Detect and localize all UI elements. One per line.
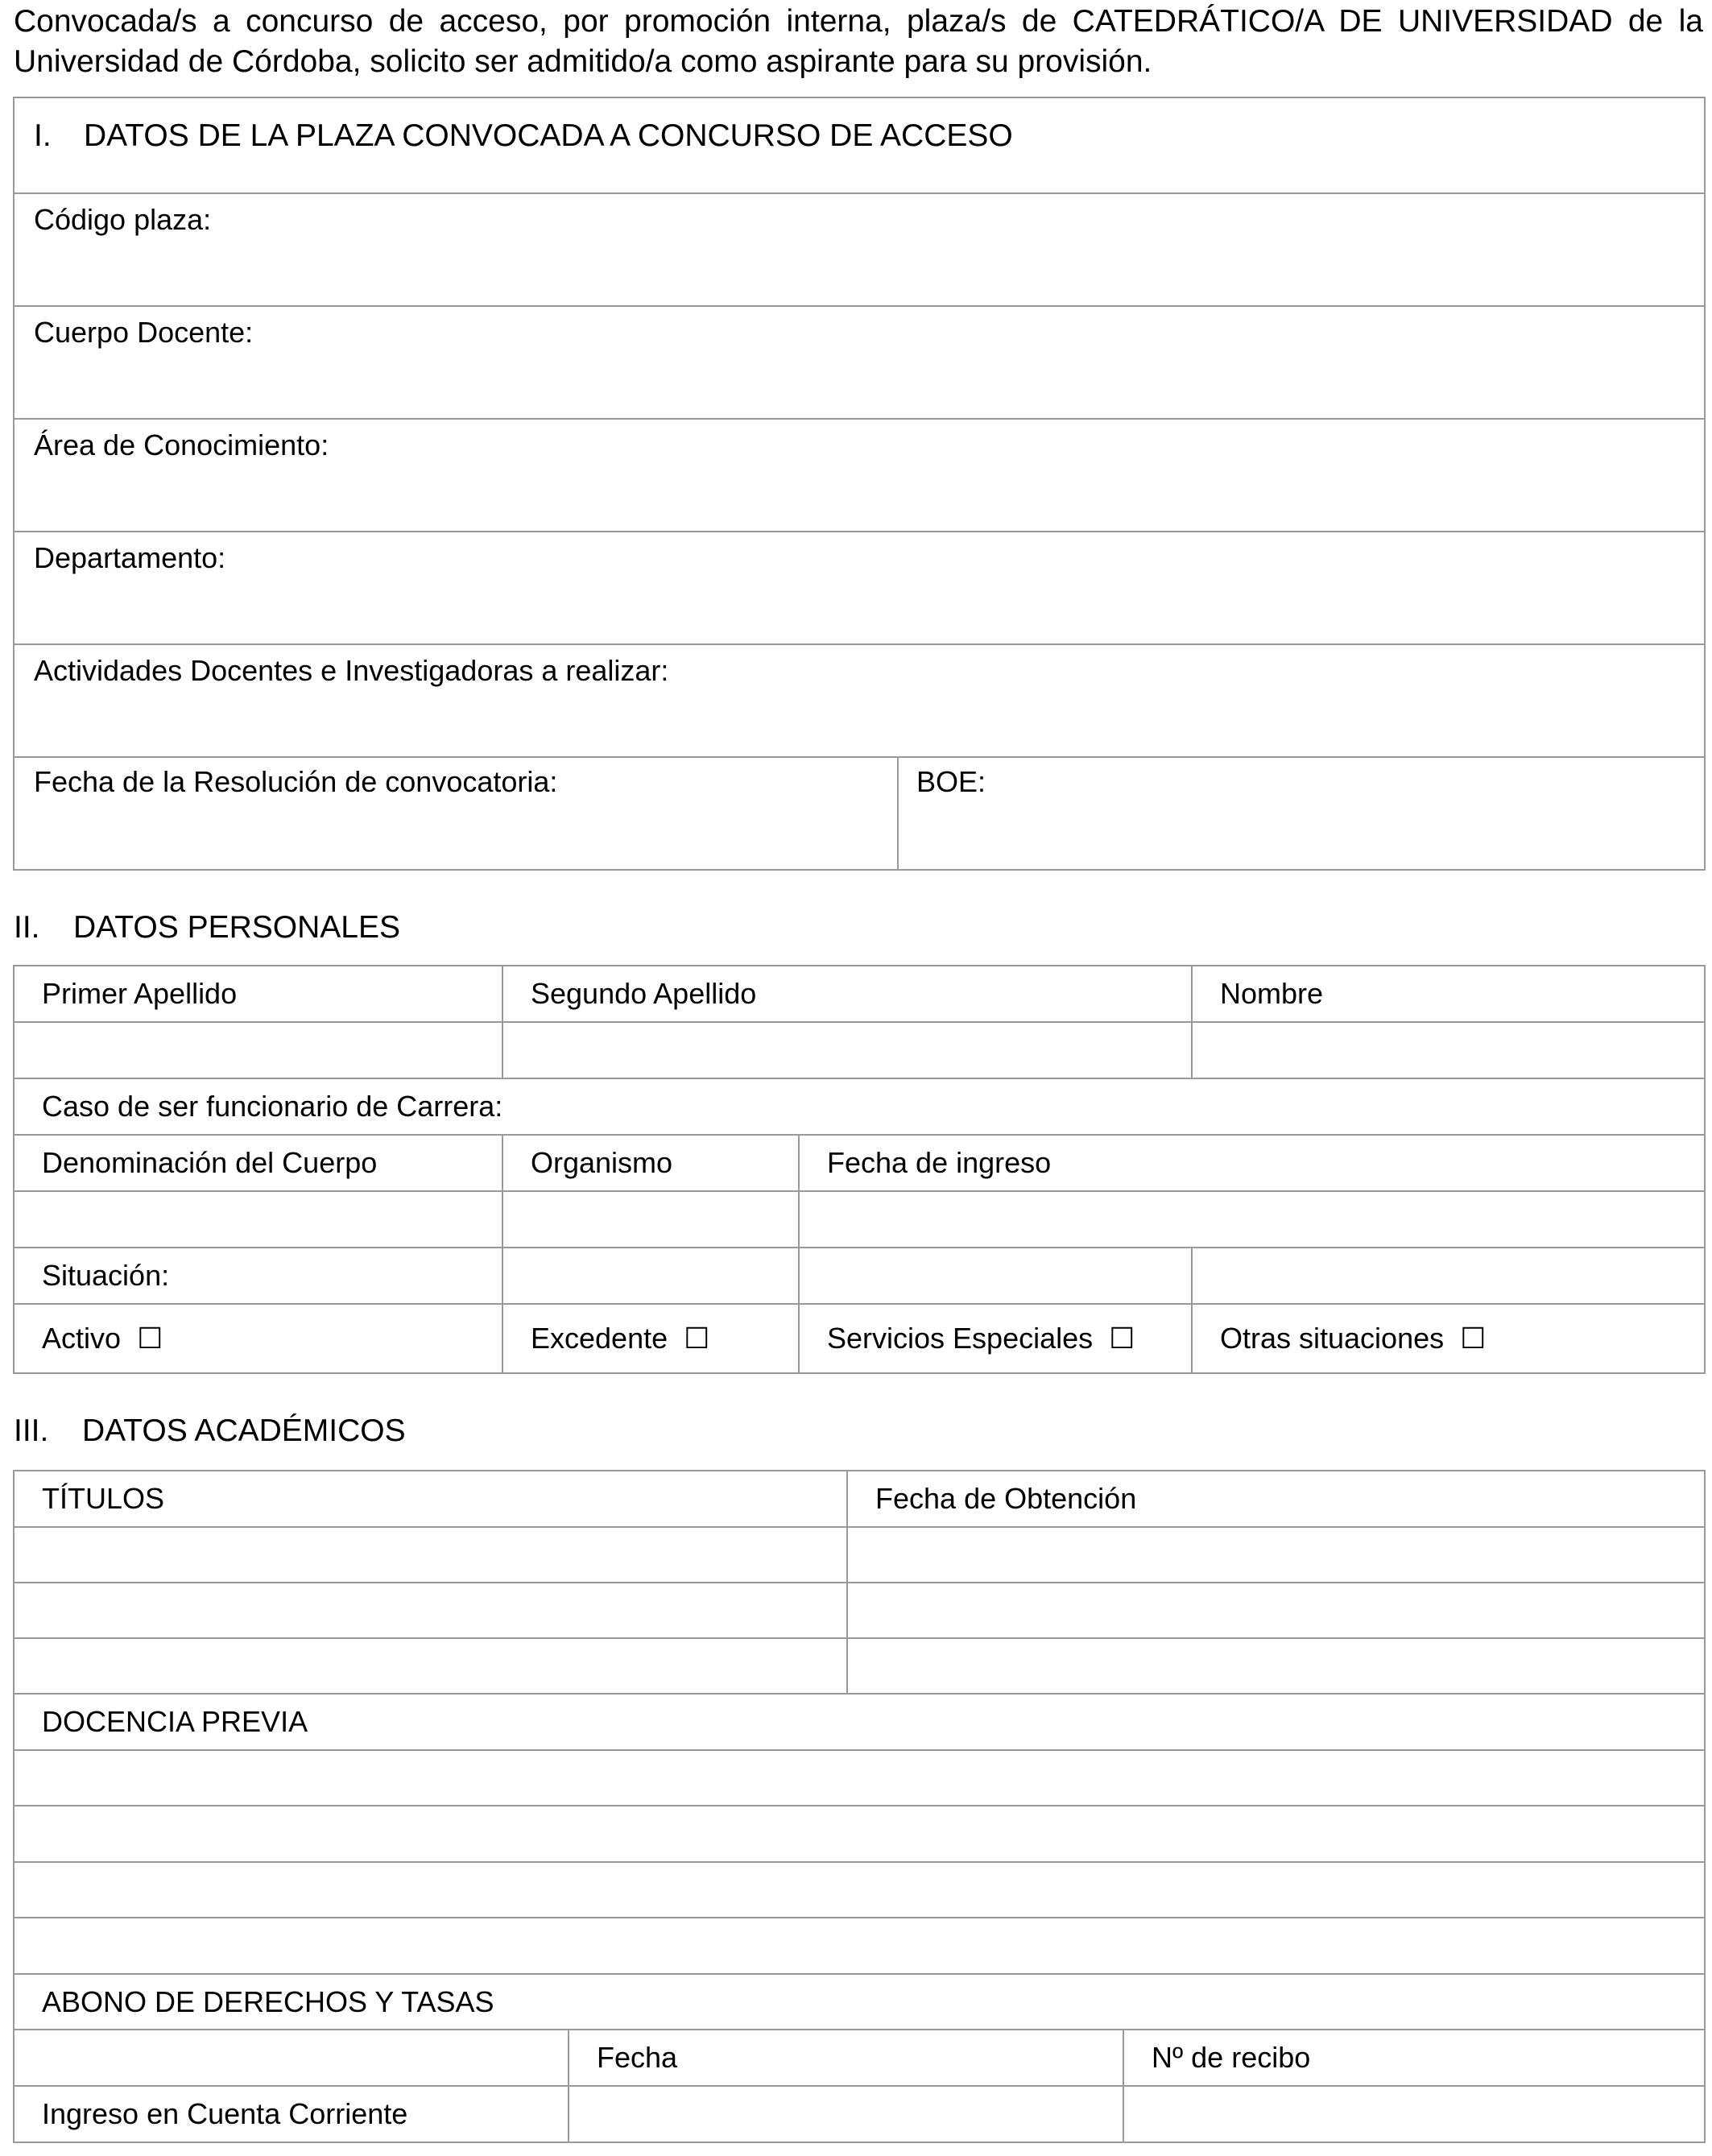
fecha-ingreso-header (799, 1135, 1705, 1191)
plaza-table (13, 97, 1706, 871)
denominacion-header (14, 1135, 502, 1191)
organismo-label: Organismo (531, 1146, 673, 1179)
section2-heading (14, 908, 400, 948)
recibo-header (1123, 2030, 1705, 2086)
recibo-input[interactable] (1123, 2086, 1705, 2142)
segundo-apellido-label: Segundo Apellido (531, 977, 757, 1010)
fecha-obtencion-label: Fecha de Obtención (875, 1482, 1137, 1515)
fecha-obtencion-input[interactable] (847, 1527, 1705, 1583)
section1-title: DATOS DE LA PLAZA CONVOCADA A CONCURSO DE ACCESO (84, 118, 1013, 153)
cuerpo-docente-label: Cuerpo Docente: (34, 316, 254, 349)
primer-apellido-input[interactable] (14, 1022, 502, 1078)
docencia-label: DOCENCIA PREVIA (42, 1705, 308, 1738)
excedente-checkbox[interactable]: ☐ (684, 1322, 710, 1355)
section3-number: III. (14, 1413, 49, 1448)
organismo-input[interactable] (502, 1191, 799, 1248)
personal-table (13, 965, 1706, 1374)
activo-option[interactable] (14, 1304, 502, 1373)
area-conocimiento-label: Área de Conocimiento: (34, 428, 329, 461)
activo-checkbox[interactable]: ☐ (137, 1322, 163, 1355)
servicios-label: Servicios Especiales (827, 1322, 1094, 1355)
cuerpo-docente-field[interactable] (14, 306, 1705, 419)
fecha-input[interactable] (569, 2086, 1123, 2142)
excedente-label: Excedente (531, 1322, 668, 1355)
situacion-empty-2 (799, 1248, 1192, 1304)
nombre-header (1192, 966, 1705, 1022)
organismo-header (502, 1135, 799, 1191)
fecha-ingreso-label: Fecha de ingreso (827, 1146, 1052, 1179)
departamento-field[interactable] (14, 532, 1705, 644)
situacion-empty-1 (502, 1248, 799, 1304)
fecha-label: Fecha (597, 2041, 678, 2074)
segundo-apellido-input[interactable] (502, 1022, 1192, 1078)
docencia-input[interactable] (14, 1862, 1705, 1918)
titulos-label: TÍTULOS (42, 1482, 165, 1515)
docencia-header (14, 1694, 1705, 1750)
primer-apellido-label: Primer Apellido (42, 977, 238, 1010)
fecha-obtencion-header (847, 1471, 1705, 1527)
denominacion-label: Denominación del Cuerpo (42, 1146, 378, 1179)
boe-field[interactable] (898, 757, 1705, 870)
departamento-label: Departamento: (34, 541, 226, 574)
docencia-input[interactable] (14, 1750, 1705, 1806)
titulo-input[interactable] (14, 1638, 847, 1694)
abono-empty-cell (14, 2030, 569, 2086)
area-conocimiento-field[interactable] (14, 419, 1705, 532)
section2-number: II. (14, 910, 40, 945)
situacion-cell (14, 1248, 502, 1304)
nombre-label: Nombre (1220, 977, 1324, 1010)
abono-label: ABONO DE DERECHOS Y TASAS (42, 1985, 494, 2018)
titulos-header (14, 1471, 847, 1527)
situacion-label: Situación: (42, 1259, 170, 1292)
fecha-resolucion-label: Fecha de la Resolución de convocatoria: (34, 765, 558, 798)
titulo-input[interactable] (14, 1583, 847, 1638)
section3-heading (14, 1411, 406, 1451)
intro-paragraph: Convocada/s a concurso de acceso, por promoción interna, plaza/s de CATEDRÁTICO/A DE UNIVERSIDAD de la Universidad de Córdoba, solicito ser admitido/a como aspirante para su provisión. (14, 4, 1703, 79)
nombre-input[interactable] (1192, 1022, 1705, 1078)
primer-apellido-header (14, 966, 502, 1022)
titulo-input[interactable] (14, 1527, 847, 1583)
fecha-obtencion-input[interactable] (847, 1583, 1705, 1638)
actividades-field[interactable] (14, 644, 1705, 757)
segundo-apellido-header (502, 966, 1192, 1022)
section2-title: DATOS PERSONALES (73, 910, 401, 945)
excedente-option[interactable] (502, 1304, 799, 1373)
ingreso-cell (14, 2086, 569, 2142)
servicios-option[interactable] (799, 1304, 1192, 1373)
otras-checkbox[interactable]: ☐ (1460, 1322, 1487, 1355)
section3-title: DATOS ACADÉMICOS (82, 1413, 406, 1448)
recibo-label: Nº de recibo (1152, 2041, 1311, 2074)
section1-number: I. (34, 118, 52, 153)
fecha-header (569, 2030, 1123, 2086)
otras-label: Otras situaciones (1220, 1322, 1445, 1355)
servicios-checkbox[interactable]: ☐ (1109, 1322, 1135, 1355)
funcionario-row (14, 1078, 1705, 1135)
academic-table (13, 1470, 1706, 2143)
activo-label: Activo (42, 1322, 122, 1355)
situacion-empty-3 (1192, 1248, 1705, 1304)
abono-header (14, 1974, 1705, 2030)
fecha-resolucion-field[interactable] (14, 757, 898, 870)
docencia-input[interactable] (14, 1918, 1705, 1974)
section1-header (14, 97, 1705, 193)
boe-label: BOE: (916, 765, 986, 798)
codigo-plaza-label: Código plaza: (34, 203, 212, 236)
fecha-ingreso-input[interactable] (799, 1191, 1705, 1248)
ingreso-label: Ingreso en Cuenta Corriente (42, 2097, 408, 2130)
otras-option[interactable] (1192, 1304, 1705, 1373)
docencia-input[interactable] (14, 1806, 1705, 1862)
funcionario-label: Caso de ser funcionario de Carrera: (42, 1090, 503, 1123)
codigo-plaza-field[interactable] (14, 193, 1705, 306)
denominacion-input[interactable] (14, 1191, 502, 1248)
actividades-label: Actividades Docentes e Investigadoras a realizar: (34, 654, 669, 687)
fecha-obtencion-input[interactable] (847, 1638, 1705, 1694)
